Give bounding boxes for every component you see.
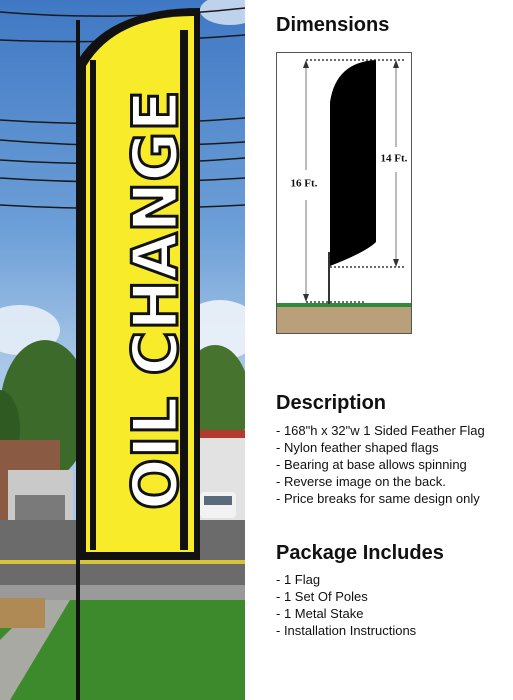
description-item: - Reverse image on the back. bbox=[276, 474, 446, 489]
flag-height-label: 14 Ft. bbox=[380, 152, 408, 165]
road-line bbox=[0, 560, 245, 564]
description-item: - Price breaks for same design only bbox=[276, 491, 480, 506]
dimensions-diagram bbox=[276, 52, 412, 334]
package-item: - 1 Set Of Poles bbox=[276, 589, 368, 604]
package-item: - 1 Flag bbox=[276, 572, 321, 587]
car-window bbox=[204, 496, 232, 505]
diagram-pole bbox=[328, 252, 330, 304]
package-list bbox=[276, 571, 416, 639]
description-item: - Bearing at base allows spinning bbox=[276, 457, 467, 472]
package-item: - Installation Instructions bbox=[276, 623, 417, 638]
grass-line bbox=[277, 303, 411, 307]
pallet bbox=[0, 598, 45, 628]
diagram-flag bbox=[330, 60, 376, 266]
flag-stripe bbox=[90, 60, 96, 550]
dimensions-title: Dimensions bbox=[276, 14, 390, 36]
truck-grille bbox=[15, 495, 65, 520]
description-item: - Nylon feather shaped flags bbox=[276, 440, 439, 455]
package-item: - 1 Metal Stake bbox=[276, 606, 364, 621]
building-trim bbox=[195, 430, 245, 438]
flag-text: OIL CHANGE bbox=[119, 82, 193, 510]
ground bbox=[277, 306, 411, 333]
sidewalk bbox=[0, 585, 245, 600]
description-list bbox=[276, 422, 485, 507]
description-item: - 168"h x 32"w 1 Sided Feather Flag bbox=[276, 423, 485, 438]
description-title: Description bbox=[276, 392, 387, 414]
package-title: Package Includes bbox=[276, 542, 444, 564]
flag-photo bbox=[0, 0, 245, 700]
total-height-label: 16 Ft. bbox=[290, 177, 318, 190]
